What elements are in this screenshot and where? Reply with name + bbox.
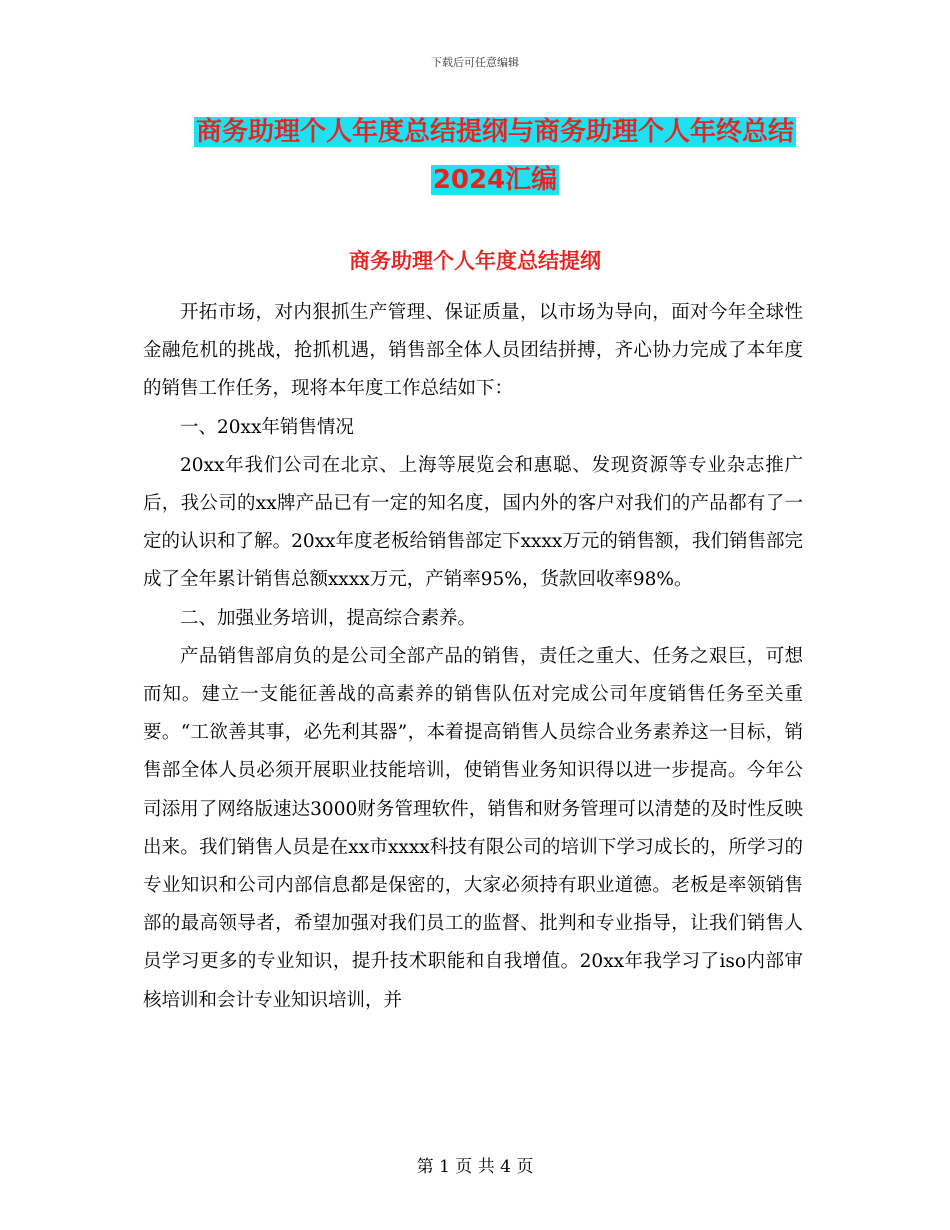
section-title: 商务助理个人年度总结提纲	[349, 249, 601, 273]
paragraph: 开拓市场，对内狠抓生产管理、保证质量，以市场为导向，面对今年全球性金融危机的挑战，抢抓机遇，销售部全体人员团结拼搏，齐心协力完成了本年度的销售工作任务，现将本年度工作总结如下：	[143, 302, 803, 400]
paragraph: 20xx年我们公司在北京、上海等展览会和惠聪、发现资源等专业杂志推广后，我公司的xx牌产品已有一定的知名度，国内外的客户对我们的产品都有了一定的认识和了解。20xx年度老板给销售部定下xxxx万元的销售额，我们销售部完成了全年累计销售总额xxxx万元，产销率95%，货款回收率98%。	[143, 454, 803, 591]
document-title	[140, 108, 850, 204]
paragraph: 一、20xx年销售情况	[180, 416, 354, 438]
page-footer: 第 1 页 共 4 页	[416, 1157, 534, 1177]
document-title-line-2: 2024汇编	[432, 165, 558, 195]
body-text	[143, 294, 803, 1020]
header-note: 下载后可任意编辑	[431, 56, 519, 69]
paragraph: 产品销售部肩负的是公司全部产品的销售，责任之重大、任务之艰巨，可想而知。建立一支能征善战的高素养的销售队伍对完成公司年度销售任务至关重要。“工欲善其事，必先利其器”，本着提高销售人员综合业务素养这一目标，销售部全体人员必须开展职业技能培训，使销售业务知识得以进一步提高。今年公司添用了网络版速达3000财务管理软件，销售和财务管理可以清楚的及时性反映出来。我们销售人员是在xx市xxxx科技有限公司的培训下学习成长的，所学习的专业知识和公司内部信息都是保密的，大家必须持有职业道德。老板是率领销售部的最高领导者，希望加强对我们员工的监督、批判和专业指导，让我们销售人员学习更多的专业知识，提升技术职能和自我增值。20xx年我学习了iso内部审核培训和会计专业知识培训，并	[143, 645, 803, 1011]
paragraph: 二、加强业务培训，提高综合素养。	[180, 607, 477, 629]
document-title-line-1: 商务助理个人年度总结提纲与商务助理个人年终总结	[195, 117, 794, 147]
